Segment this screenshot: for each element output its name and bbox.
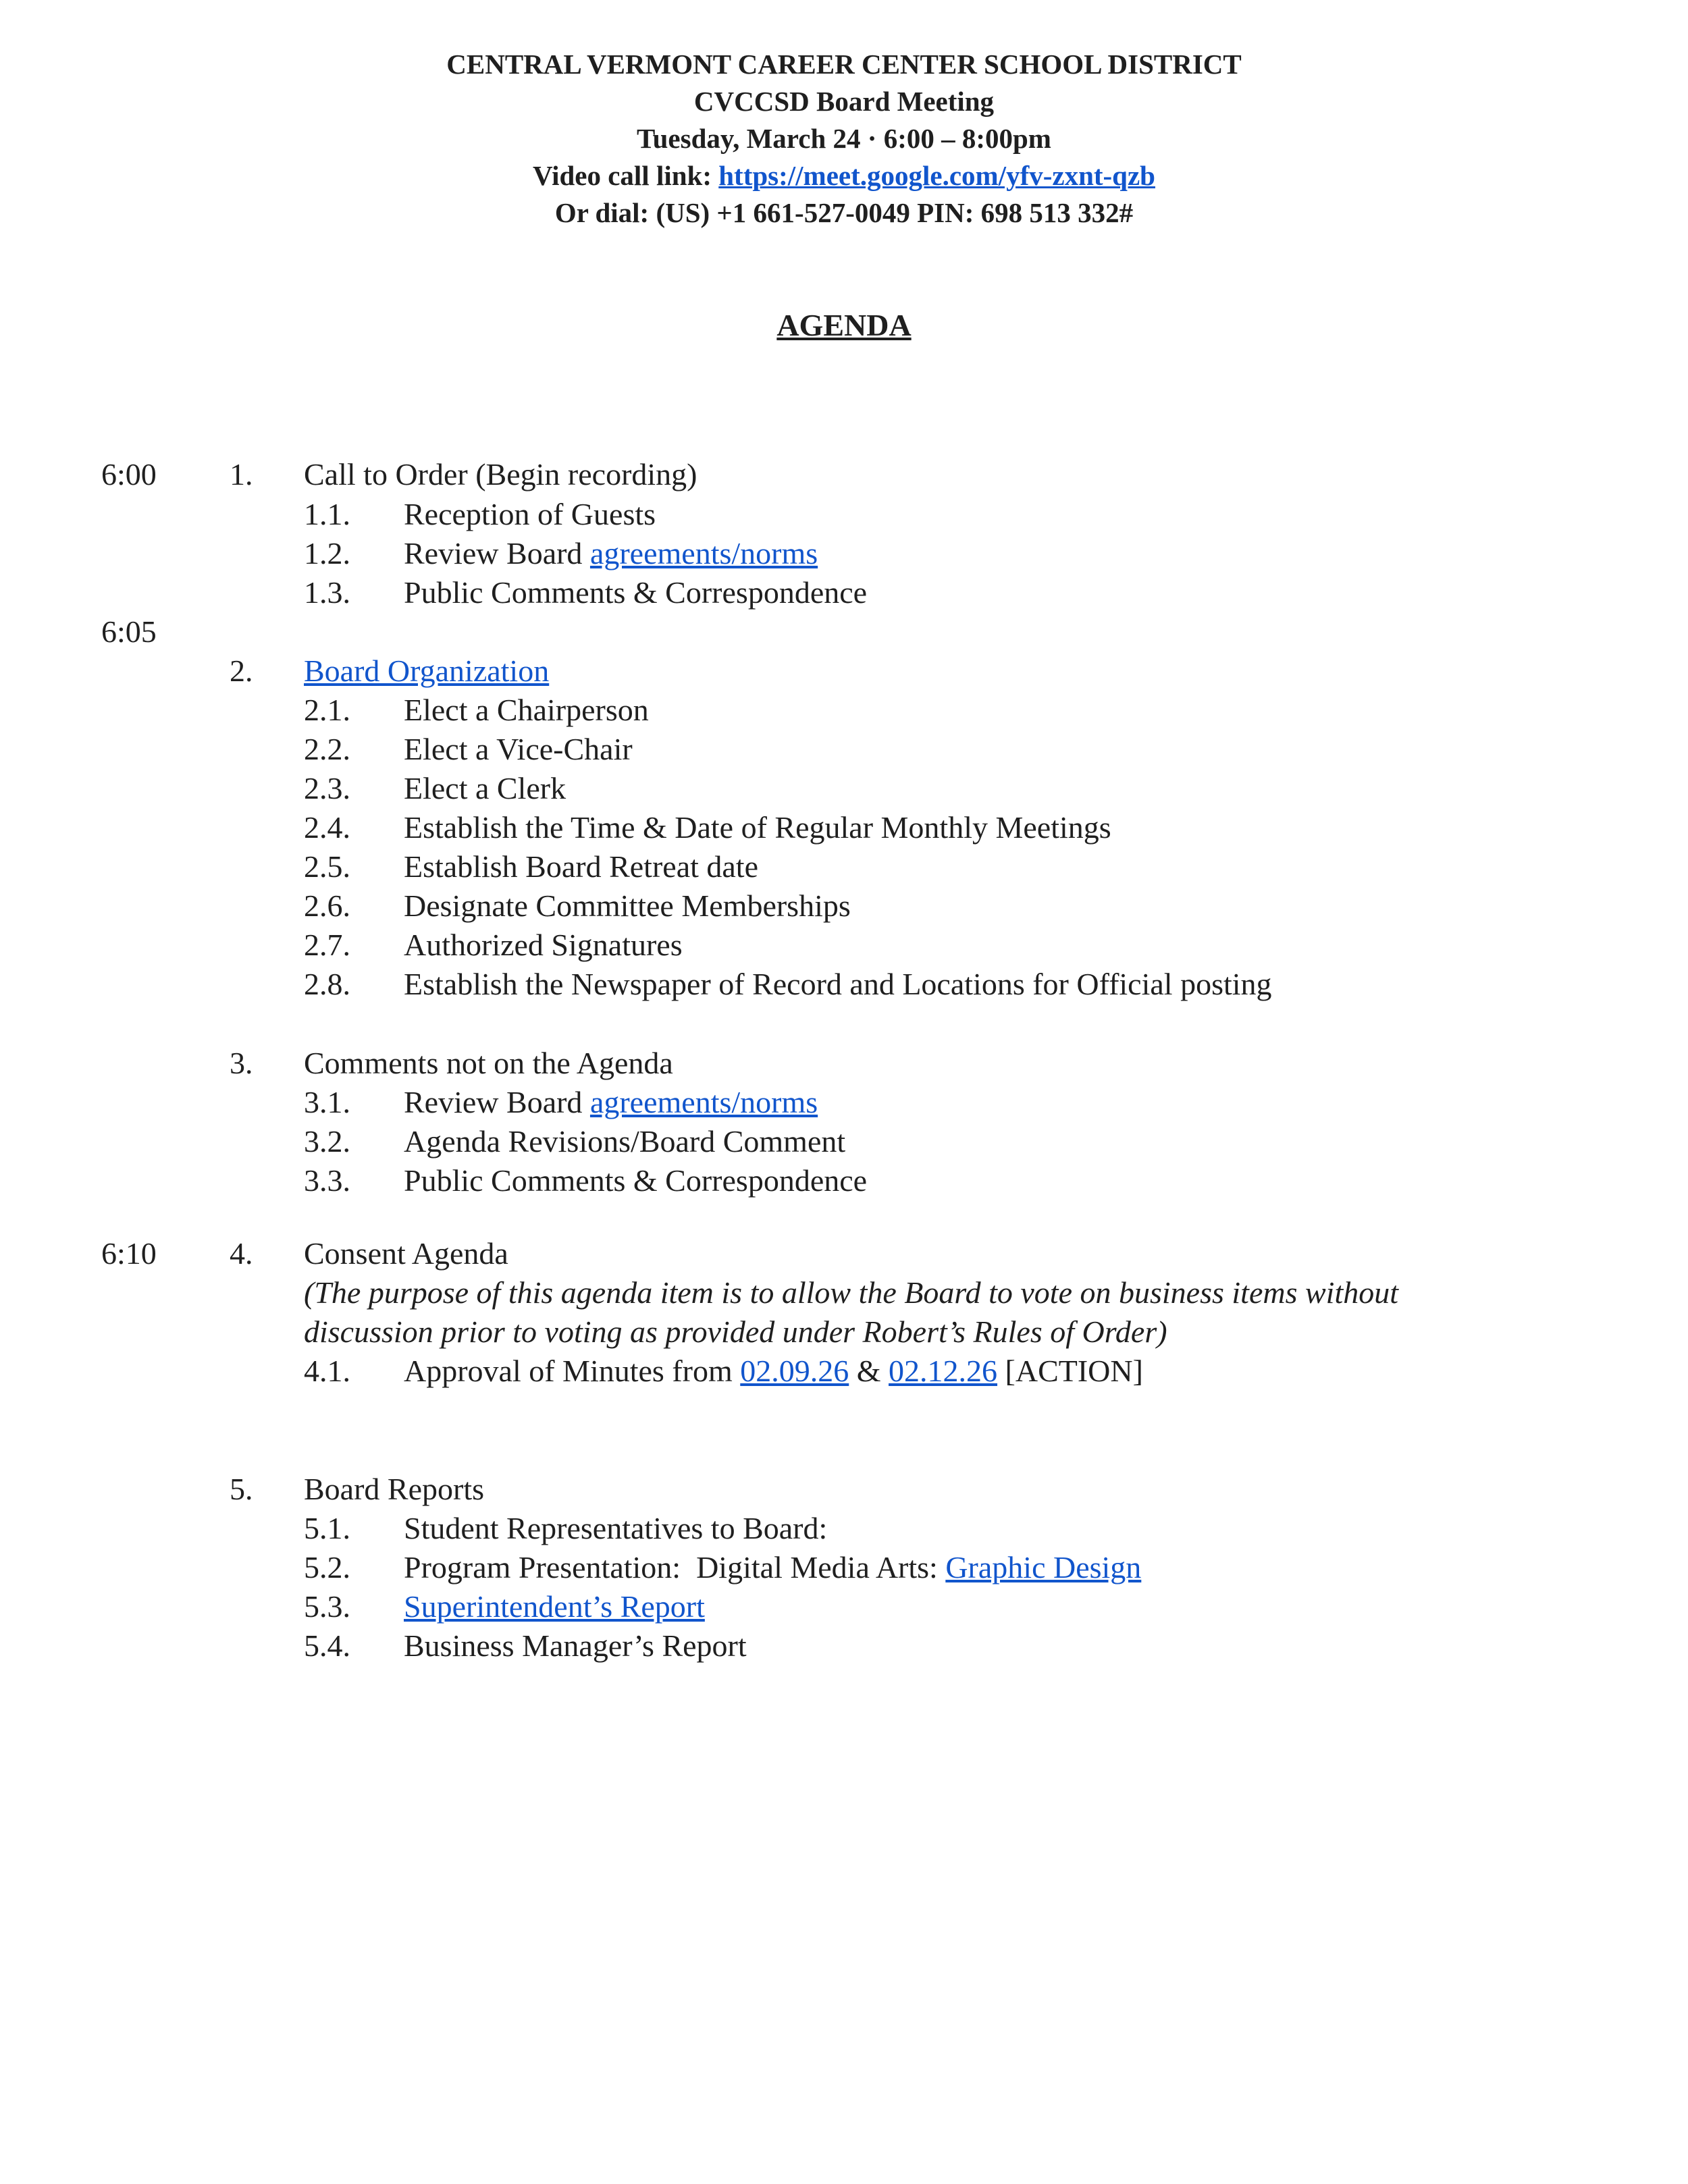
subitem-title: Authorized Signatures (404, 928, 683, 962)
subitem-text: & (849, 1354, 889, 1388)
time-label: 6:10 (101, 1236, 157, 1271)
subitem-number: 2.3. (304, 771, 350, 805)
subitem-title: Elect a Chairperson (404, 693, 649, 727)
subitem-number: 1.3. (304, 575, 350, 610)
subitem-number: 3.2. (304, 1124, 350, 1158)
subitem-number: 3.1. (304, 1085, 350, 1119)
item-number: 5. (230, 1472, 253, 1506)
subitem-title (404, 534, 818, 573)
subitem-title: Designate Committee Memberships (404, 888, 851, 923)
graphic-design-link[interactable]: Graphic Design (945, 1550, 1142, 1584)
item-number: 1. (230, 457, 253, 491)
video-call-link[interactable]: https://meet.google.com/yfv-zxnt-qzb (718, 160, 1155, 191)
subitem-number: 1.2. (304, 536, 350, 570)
item-title: Call to Order (Begin recording) (304, 457, 697, 491)
subitem-number: 5.2. (304, 1550, 350, 1584)
subitem-title (404, 1352, 1143, 1391)
video-call-label: Video call link: (532, 160, 719, 191)
subitem-title: Establish the Newspaper of Record and Locations for Official posting (404, 967, 1272, 1001)
dial-in-info: Or dial: (US) +1 661-527-0049 PIN: 698 513 332# (554, 197, 1134, 228)
subitem-title (404, 1587, 705, 1626)
subitem-number: 2.5. (304, 849, 350, 884)
subitem-number: 2.6. (304, 888, 350, 923)
subitem-title: Elect a Vice-Chair (404, 732, 633, 766)
consent-agenda-note: discussion prior to voting as provided under Robert’s Rules of Order) (304, 1314, 1167, 1349)
board-organization-link[interactable]: Board Organization (304, 654, 550, 688)
item-title: Comments not on the Agenda (304, 1046, 673, 1080)
superintendent-report-link[interactable]: Superintendent’s Report (404, 1589, 705, 1624)
subitem-number: 5.1. (304, 1511, 350, 1545)
time-label: 6:00 (101, 457, 157, 491)
meeting-name: CVCCSD Board Meeting (693, 86, 995, 117)
subitem-title: Business Manager’s Report (404, 1628, 747, 1663)
item-number: 2. (230, 654, 253, 688)
subitem-number: 2.1. (304, 693, 350, 727)
time-label: 6:05 (101, 614, 157, 649)
subitem-number: 5.3. (304, 1589, 350, 1624)
item-title: Consent Agenda (304, 1236, 508, 1271)
subitem-title: Elect a Clerk (404, 771, 566, 805)
item-title (304, 651, 549, 691)
subitem-text: Review Board (404, 536, 590, 570)
subitem-title (404, 1083, 818, 1122)
agreements-norms-link[interactable]: agreements/norms (589, 1085, 818, 1119)
subitem-text: Approval of Minutes from (404, 1354, 741, 1388)
action-tag: [ACTION] (997, 1354, 1143, 1388)
subitem-title: Agenda Revisions/Board Comment (404, 1124, 846, 1158)
minutes-link-0212[interactable]: 02.12.26 (889, 1354, 998, 1388)
subitem-number: 2.4. (304, 810, 350, 845)
subitem-number: 4.1. (304, 1354, 350, 1388)
item-number: 4. (230, 1236, 253, 1271)
subitem-number: 2.8. (304, 967, 350, 1001)
subitem-text: Program Presentation: Digital Media Arts: (404, 1550, 946, 1584)
agreements-norms-link[interactable]: agreements/norms (589, 536, 818, 570)
consent-agenda-note: (The purpose of this agenda item is to allow the Board to vote on business items without (304, 1275, 1399, 1310)
minutes-link-0209[interactable]: 02.09.26 (740, 1354, 849, 1388)
meeting-datetime: Tuesday, March 24 · 6:00 – 8:00pm (637, 123, 1051, 154)
subitem-number: 3.3. (304, 1163, 350, 1198)
meeting-header (0, 46, 1688, 232)
subitem-number: 2.2. (304, 732, 350, 766)
item-number: 3. (230, 1046, 253, 1080)
subitem-number: 2.7. (304, 928, 350, 962)
agenda-title: AGENDA (776, 308, 912, 342)
subitem-title: Public Comments & Correspondence (404, 1163, 868, 1198)
subitem-title: Public Comments & Correspondence (404, 575, 868, 610)
item-title: Board Reports (304, 1472, 485, 1506)
subitem-number: 1.1. (304, 497, 350, 531)
subitem-number: 5.4. (304, 1628, 350, 1663)
subitem-title: Establish the Time & Date of Regular Monthly Meetings (404, 810, 1111, 845)
video-call-line (0, 157, 1688, 194)
subitem-title: Reception of Guests (404, 497, 656, 531)
org-name: CENTRAL VERMONT CAREER CENTER SCHOOL DISTRICT (446, 49, 1242, 80)
subitem-title (404, 1548, 1141, 1587)
subitem-title: Student Representatives to Board: (404, 1511, 828, 1545)
subitem-title: Establish Board Retreat date (404, 849, 759, 884)
subitem-text: Review Board (404, 1085, 590, 1119)
